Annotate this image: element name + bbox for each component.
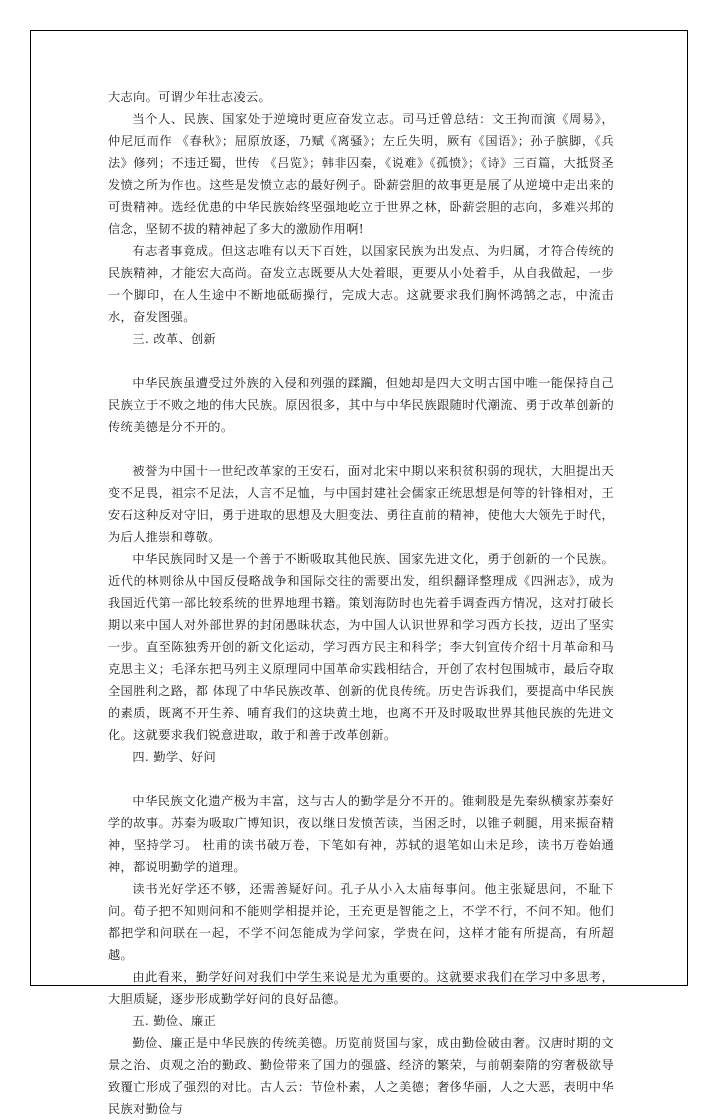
- section-heading-study: 四. 勤学、好问: [132, 750, 217, 764]
- paragraph-reform-intro: 中华民族虽遭受过外族的入侵和列强的蹂躏，但她却是四大文明古国中唯一能保持自己民族立于不败之地的伟大民族。原因很多，其中与中华民族跟随时代潮流、勇于改革创新的传统美德是分不开的。: [108, 376, 614, 434]
- paragraph-wang-anshi: 被誉为中国十一世纪改革家的王安石，面对北宋中期以来积贫积弱的现状，大胆提出天变不足畏，祖宗不足法，人言不足恤，与中国封建社会儒家正统思想是何等的针锋相对，王安石这种反对守旧，勇于进取的思想及大胆变法、勇往直前的精神，使他大大领先于时代，为后人推崇和尊敬。: [108, 464, 614, 544]
- paragraph-diligent-study: 中华民族文化遗产极为丰富，这与古人的勤学是分不开的。锥刺股是先秦纵横家苏秦好学的故事。苏秦为吸取广博知识，夜以继日发愤苦读，当困乏时，以锥子刺腿，用来振奋精神，坚持学习。 杜甫的读书破万卷，下笔如有神，苏轼的退笔如山未足珍，读书万卷始通神，都说明勤学的道理。: [108, 794, 614, 874]
- paragraph-ambition: 有志者事竟成。但这志唯有以天下百姓，以国家民族为出发点、为归属，才符合传统的民族精神，才能宏大高尚。奋发立志既要从大处着眼，更要从小处着手，从自我做起，一步一个脚印，在人生途中不断地砥砺操行，完成大志。这就要求我们胸怀鸿鹄之志，中流击水，奋发图强。: [108, 244, 614, 324]
- paragraph-frugality: 勤俭、廉正是中华民族的传统美德。历览前贤国与家，成由勤俭破由奢。汉唐时期的文景之治、贞观之治的勤政、勤俭带来了国力的强盛、经济的繁荣，与前朝秦隋的穷奢极欲导致覆亡形成了强烈的对比。古人云：节俭朴素，人之美德；奢侈华丽，人之大恶，表明中华民族对勤俭与: [108, 1036, 614, 1116]
- paragraph-adversity: 当个人、民族、国家处于逆境时更应奋发立志。司马迁曾总结：文王拘而演《周易》，仲尼厄而作 《春秋》；屈原放逐，乃赋《离骚》；左丘失明，厥有《国语》；孙子膑脚，《兵法》修列；不违迁蜀，世传 《吕览》；韩非囚秦，《说难》《孤愤》；《诗》三百篇，大抵贤圣发愤之所为作也。这些是发愤立志的最好例子。卧薪尝胆的故事更是展了从逆境中走出来的可贵精神。选经优患的中华民族始终坚强地屹立于世界之林，卧薪尝胆的志向，多难兴邦的信念，坚韧不拔的精神起了多大的激励作用啊!: [108, 112, 614, 236]
- section-heading-frugality: 五. 勤俭、廉正: [132, 1014, 217, 1028]
- document-body: [108, 86, 614, 1120]
- paragraph-study-conclusion: 由此看来，勤学好问对我们中学生来说是尤为重要的。这就要求我们在学习中多思考，大胆质疑，逐步形成勤学好问的良好品德。: [108, 970, 614, 1006]
- section-heading-reform: 三. 改革、创新: [132, 332, 217, 346]
- paragraph-intro-end: 大志向。可谓少年壮志凌云。: [108, 90, 271, 104]
- paragraph-inquiry: 读书光好学还不够，还需善疑好问。孔子从小入太庙每事问。他主张疑思问，不耻下问。荀子把不知则问和不能则学相提并论，王充更是智能之上，不学不行，不问不知。他们都把学和问联在一起，不学不问怎能成为学问家，学贵在问，这样才能有所提高，有所超越。: [108, 882, 614, 962]
- paragraph-innovation: 中华民族同时又是一个善于不断吸取其他民族、国家先进文化，勇于创新的一个民族。近代的林则徐从中国反侵略战争和国际交往的需要出发，组织翻译整理成《四洲志》，成为我国近代第一部比较系统的世界地理书籍。策划海防时也先着手调查西方情况，这对打破长期以来中国人对外部世界的封闭愚昧状态，为中国人认识世界和学习西方长技，迈出了坚实一步。直至陈独秀开创的新文化运动，学习西方民主和科学；李大钊宣传介绍十月革命和马克思主义；毛泽东把马列主义原理同中国革命实践相结合，开创了农村包围城市，最后夺取全国胜利之路，都 体现了中华民族改革、创新的优良传统。历史告诉我们，要提高中华民族的素质，既离不开生养、哺育我们的这块黄土地，也离不开及时吸取世界其他民族的先进文化。这就要求我们锐意进取，敢于和善于改革创新。: [108, 552, 614, 742]
